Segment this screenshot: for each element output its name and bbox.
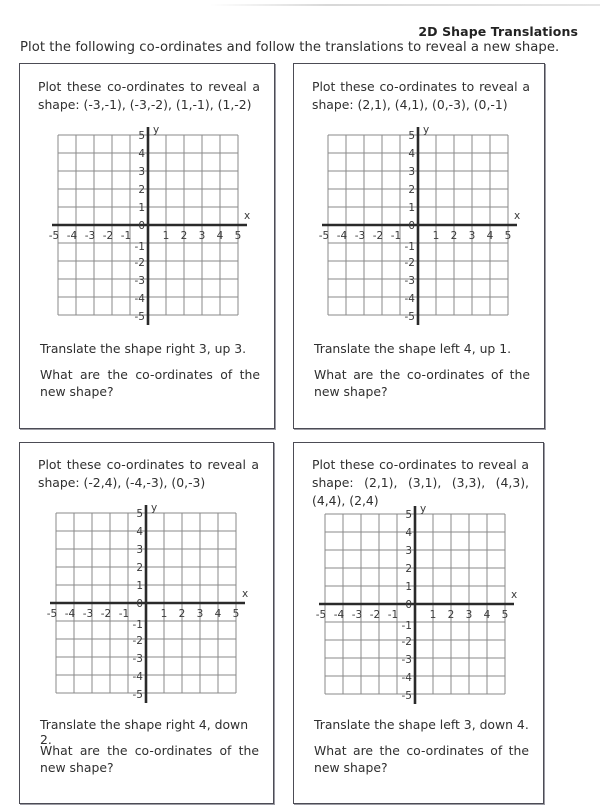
y-tick-label: 4 xyxy=(408,148,415,160)
translation-instruction: Translate the shape left 3, down 4. xyxy=(314,717,529,732)
coordinate-grid[interactable] xyxy=(294,443,518,702)
y-tick-label: -1 xyxy=(404,241,415,253)
x-tick-label: 2 xyxy=(447,609,455,621)
question-panel-2 xyxy=(293,63,545,429)
y-axis-label: y xyxy=(153,124,160,136)
y-tick-label: -2 xyxy=(401,636,412,648)
y-tick-label: 1 xyxy=(405,581,412,593)
y-tick-label: 1 xyxy=(408,202,415,214)
x-tick-label: -4 xyxy=(64,608,76,620)
y-tick-label: 0 xyxy=(136,598,143,610)
y-tick-label: -2 xyxy=(404,257,415,269)
y-tick-label: 2 xyxy=(405,563,412,575)
question-panel-3 xyxy=(19,442,274,804)
y-tick-label: -3 xyxy=(404,275,415,287)
x-tick-label: 4 xyxy=(486,230,494,242)
y-tick-label: -3 xyxy=(401,654,412,666)
translation-instruction: Translate the shape right 3, up 3. xyxy=(40,341,247,356)
translation-instruction: Translate the shape left 4, up 1. xyxy=(314,341,512,356)
panel-question: What are the co-ordinates of the new shape? xyxy=(40,367,260,399)
x-tick-label: 3 xyxy=(468,230,476,242)
x-tick-label: 2 xyxy=(450,230,458,242)
y-tick-label: -4 xyxy=(401,672,412,684)
y-tick-label: 0 xyxy=(138,220,145,232)
x-tick-label: -5 xyxy=(315,609,327,621)
panel-prompt: Plot these co-ordinates to reveal a shape: (-3,-1), (-3,-2), (1,-1), (1,-2) xyxy=(38,79,260,112)
y-tick-label: 4 xyxy=(405,527,412,539)
panel-prompt: Plot these co-ordinates to reveal a shape: (2,1), (3,1), (3,3), (4,3), (4,4), (2,4) xyxy=(312,457,529,508)
question-panel-1 xyxy=(19,63,275,429)
y-axis-label: y xyxy=(151,502,158,514)
y-tick-label: 1 xyxy=(136,580,143,592)
coordinate-grid[interactable] xyxy=(20,64,251,323)
y-tick-label: -1 xyxy=(132,619,143,631)
x-tick-label: -1 xyxy=(390,230,402,242)
x-tick-label: -4 xyxy=(333,609,345,621)
x-tick-label: -1 xyxy=(120,230,132,242)
x-tick-label: -4 xyxy=(336,230,348,242)
x-axis-label: x xyxy=(514,210,521,222)
coordinate-grid[interactable] xyxy=(20,443,249,701)
x-axis-label: x xyxy=(242,588,249,600)
y-tick-label: 5 xyxy=(136,508,143,520)
top-edge-rule xyxy=(210,4,600,6)
y-tick-label: -3 xyxy=(134,275,145,287)
y-tick-label: 0 xyxy=(405,599,412,611)
x-tick-label: -2 xyxy=(369,609,381,621)
x-tick-label: -3 xyxy=(84,230,96,242)
x-tick-label: 3 xyxy=(196,608,204,620)
y-tick-label: -4 xyxy=(134,293,145,305)
translation-instruction: Translate the shape right 4, down 2. xyxy=(40,717,249,747)
page-instructions: Plot the following co-ordinates and follow the translations to reveal a new shape. xyxy=(20,40,560,55)
y-tick-label: 5 xyxy=(408,130,415,142)
x-tick-label: 1 xyxy=(160,608,168,620)
y-tick-label: 3 xyxy=(138,166,145,178)
y-tick-label: -5 xyxy=(404,311,415,323)
panel-prompt: Plot these co-ordinates to reveal a shape: (2,1), (4,1), (0,-3), (0,-1) xyxy=(312,79,530,112)
panel-question: What are the co-ordinates of the new shape? xyxy=(314,743,529,775)
x-tick-label: 5 xyxy=(234,230,242,242)
x-tick-label: 3 xyxy=(465,609,473,621)
x-tick-label: -2 xyxy=(100,608,112,620)
x-tick-label: -2 xyxy=(372,230,384,242)
y-axis-label: y xyxy=(420,503,427,515)
y-tick-label: -4 xyxy=(132,671,143,683)
y-tick-label: 1 xyxy=(138,202,145,214)
page-title: 2D Shape Translations xyxy=(418,24,578,39)
y-tick-label: -3 xyxy=(132,653,143,665)
x-tick-label: -4 xyxy=(66,230,78,242)
x-tick-label: -1 xyxy=(118,608,130,620)
y-tick-label: 3 xyxy=(408,166,415,178)
x-tick-label: 2 xyxy=(180,230,188,242)
x-tick-label: 5 xyxy=(504,230,512,242)
y-tick-label: 3 xyxy=(136,544,143,556)
x-tick-label: 4 xyxy=(216,230,224,242)
panel-question: What are the co-ordinates of the new shape? xyxy=(40,743,259,775)
x-tick-label: -5 xyxy=(46,608,58,620)
coordinate-grid[interactable] xyxy=(294,64,521,323)
x-tick-label: 1 xyxy=(429,609,437,621)
x-axis-label: x xyxy=(511,589,518,601)
panel-prompt: Plot these co-ordinates to reveal a shape: (-2,4), (-4,-3), (0,-3) xyxy=(38,457,259,490)
x-tick-label: 1 xyxy=(162,230,170,242)
y-tick-label: 0 xyxy=(408,220,415,232)
y-tick-label: -4 xyxy=(404,293,415,305)
x-tick-label: 4 xyxy=(483,609,491,621)
x-tick-label: 4 xyxy=(214,608,222,620)
x-tick-label: 1 xyxy=(432,230,440,242)
x-tick-label: -5 xyxy=(318,230,330,242)
y-tick-label: -5 xyxy=(132,689,143,701)
y-tick-label: 2 xyxy=(136,562,143,574)
x-tick-label: 5 xyxy=(232,608,240,620)
x-tick-label: -5 xyxy=(48,230,60,242)
y-tick-label: 3 xyxy=(405,545,412,557)
y-tick-label: 5 xyxy=(138,130,145,142)
y-tick-label: -2 xyxy=(134,257,145,269)
y-tick-label: 5 xyxy=(405,509,412,521)
x-tick-label: -3 xyxy=(82,608,94,620)
y-tick-label: -5 xyxy=(134,311,145,323)
y-tick-label: 2 xyxy=(408,184,415,196)
y-tick-label: -2 xyxy=(132,635,143,647)
x-tick-label: -2 xyxy=(102,230,114,242)
x-tick-label: 5 xyxy=(501,609,509,621)
y-tick-label: 4 xyxy=(136,526,143,538)
question-panel-4 xyxy=(293,442,544,804)
x-tick-label: -3 xyxy=(351,609,363,621)
panel-question: What are the co-ordinates of the new shape? xyxy=(314,367,530,399)
x-tick-label: -3 xyxy=(354,230,366,242)
y-tick-label: -5 xyxy=(401,690,412,702)
y-tick-label: -1 xyxy=(401,620,412,632)
y-tick-label: 4 xyxy=(138,148,145,160)
x-tick-label: 3 xyxy=(198,230,206,242)
y-tick-label: -1 xyxy=(134,241,145,253)
y-tick-label: 2 xyxy=(138,184,145,196)
x-tick-label: 2 xyxy=(178,608,186,620)
y-axis-label: y xyxy=(423,124,430,136)
x-axis-label: x xyxy=(244,210,251,222)
x-tick-label: -1 xyxy=(387,609,399,621)
